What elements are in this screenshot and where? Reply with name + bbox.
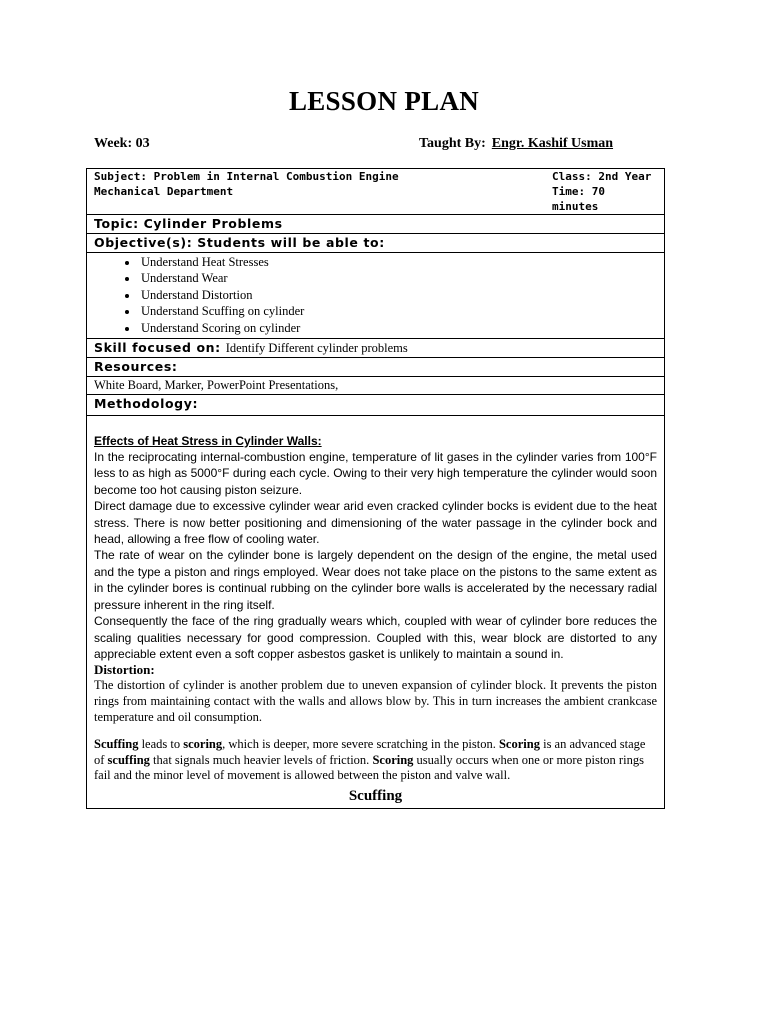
objective-item: • Understand Wear bbox=[139, 270, 657, 286]
scuffing-term: scuffing bbox=[107, 752, 150, 767]
methodology-title: Methodology: bbox=[87, 395, 665, 416]
text-span: leads to bbox=[138, 736, 184, 751]
teacher-name: Engr. Kashif Usman bbox=[491, 136, 614, 151]
objectives-list bbox=[94, 254, 657, 336]
scoring-term: Scoring bbox=[372, 752, 414, 767]
time-text: Time: 70 minutes bbox=[552, 185, 605, 213]
scoring-term: scoring bbox=[183, 736, 223, 751]
paragraph-heat: In the reciprocating internal-combustion engine, temperature of lit gases in the cylinder varies from 100°F less to as high as 5000°F during each cycle. Owing to their very high temperature the cylinder would soon become too hot causing piston seizure. bbox=[94, 450, 657, 497]
header-cell bbox=[87, 169, 665, 215]
distortion-heading: Distortion: bbox=[94, 662, 155, 678]
objectives-title: Objective(s): Students will be able to: bbox=[87, 234, 665, 253]
skill-label: Skill focused on: bbox=[94, 340, 221, 356]
scuffing-title: Scuffing bbox=[348, 788, 403, 805]
subject-text: Subject: Problem in Internal Combustion Engine bbox=[94, 170, 399, 183]
paragraph-ring-wear: Consequently the face of the ring gradually wears which, coupled with wear of cylinder bore reduces the scaling qualities necessary for good compression. Coupled with this, wear block are distorted to any appreciable extent even a soft copper asbestos gasket is unlikely to maintain a sound in. bbox=[94, 614, 657, 661]
heat-stress-heading: Effects of Heat Stress in Cylinder Walls: bbox=[94, 434, 322, 449]
department-text: Mechanical Department bbox=[94, 185, 234, 198]
topic-cell: Topic: Cylinder Problems bbox=[87, 215, 665, 234]
text-span: usually occurs when one or more piston rings fail and the minor level of movement is allowed between the piston and valve wall. bbox=[94, 752, 644, 783]
objective-item: • Understand Distortion bbox=[139, 287, 657, 303]
paragraph-distortion: The distortion of cylinder is another problem due to uneven expansion of cylinder block. It prevents the piston rings from maintaining contact with the walls and allows blow by. This in turn increases the ambient crankcase temperature and oil consumption. bbox=[94, 678, 657, 724]
lesson-plan-table bbox=[86, 168, 665, 809]
resources-title: Resources: bbox=[87, 358, 665, 377]
text-span: that signals much heavier levels of friction. bbox=[149, 752, 373, 767]
week-label: Week: 03 bbox=[94, 136, 150, 151]
resources-text: White Board, Marker, PowerPoint Presentations, bbox=[87, 377, 665, 395]
skill-cell bbox=[87, 339, 665, 358]
text-span: , which is deeper, more severe scratching in the piston. bbox=[222, 736, 499, 751]
scuffing-term: Scuffing bbox=[94, 736, 139, 751]
taught-by bbox=[419, 136, 613, 152]
page-title: LESSON PLAN bbox=[288, 86, 480, 116]
objective-item: • Understand Scoring on cylinder bbox=[139, 320, 657, 336]
taught-by-label: Taught By: bbox=[419, 136, 486, 151]
objective-item: • Understand Heat Stresses bbox=[139, 254, 657, 270]
methodology-body bbox=[87, 416, 665, 809]
objective-item: • Understand Scuffing on cylinder bbox=[139, 303, 657, 319]
text-span: is an advanced stage of bbox=[94, 736, 646, 767]
objectives-cell bbox=[87, 253, 665, 339]
skill-text: Identify Different cylinder problems bbox=[225, 341, 408, 356]
scoring-term: Scoring bbox=[498, 736, 540, 751]
class-text: Class: 2nd Year bbox=[552, 170, 652, 183]
paragraph-wear-rate: The rate of wear on the cylinder bone is largely dependent on the design of the engine, the metal used and the type a piston and rings employed. Wear does not take place on the pistons to the same extent as in the cylinder bores is continual rubbing on the cylinder bore walls is accelerated by the necessary radial pressure inherent in the ring itself. bbox=[94, 548, 657, 612]
paragraph-scuffing bbox=[94, 737, 657, 784]
paragraph-damage: Direct damage due to excessive cylinder wear arid even cracked cylinder bocks is evident due to the heat stress. There is now better positioning and dimensioning of the water passage in the cylinder bock and head, allowing a free flow of cooling water. bbox=[94, 499, 657, 547]
